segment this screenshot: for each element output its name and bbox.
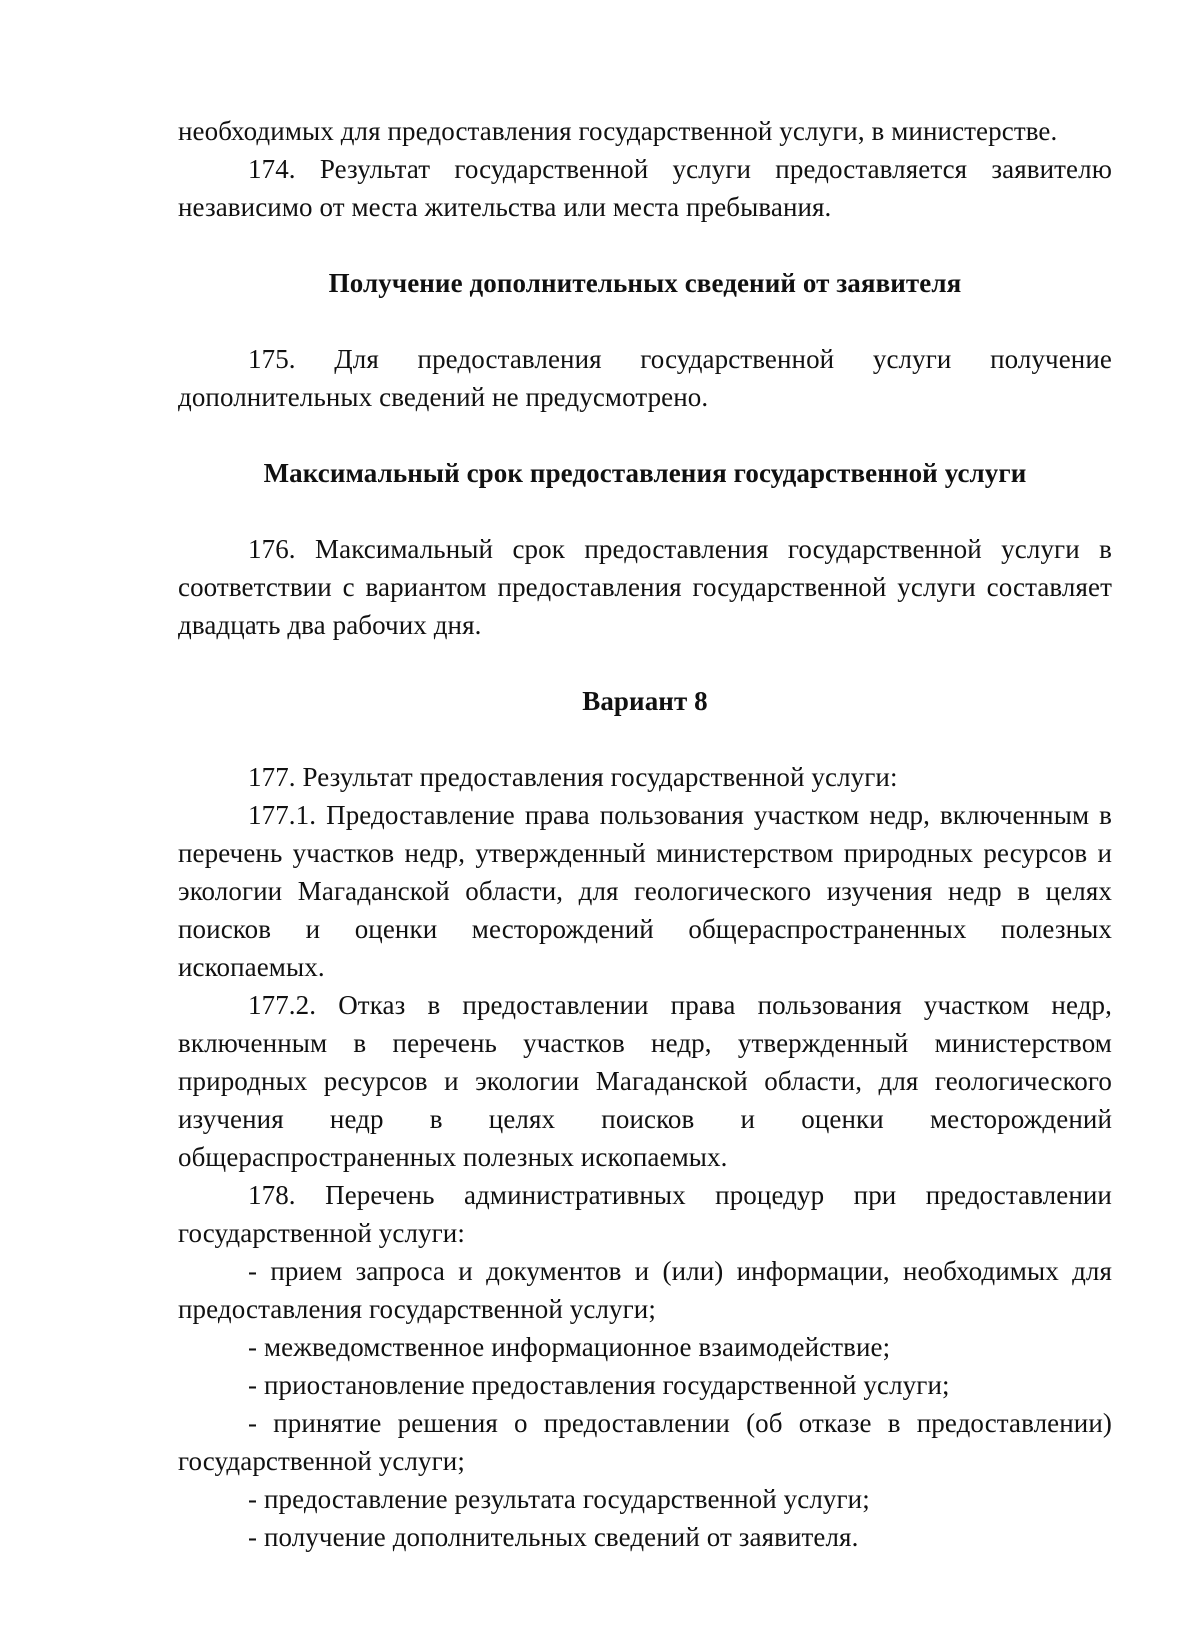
document-body xyxy=(178,112,1112,1556)
list-item-procedure-2: - межведомственное информационное взаимодействие; xyxy=(248,1332,891,1362)
paragraph-177: 177. Результат предоставления государственной услуги: xyxy=(248,762,898,792)
paragraph-178: 178. Перечень административных процедур при предоставлении государственной услуги: xyxy=(178,1180,1112,1248)
heading-max-term: Максимальный срок предоставления государственной услуги xyxy=(263,458,1027,488)
paragraph-176: 176. Максимальный срок предоставления государственной услуги в соответствии с вариантом предоставления государственной услуги составляет двадцать два рабочих дня. xyxy=(178,534,1112,640)
paragraph-177-1: 177.1. Предоставление права пользования участком недр, включенным в перечень участков недр, утвержденный министерством природных ресурсов и экологии Магаданской области, для геологического изучения недр в целях поисков и оценки месторождений общераспространенных полезных ископаемых. xyxy=(178,800,1112,982)
heading-additional-info: Получение дополнительных сведений от заявителя xyxy=(328,268,962,298)
list-item-procedure-5: - предоставление результата государственной услуги; xyxy=(248,1484,870,1514)
paragraph-175: 175. Для предоставления государственной услуги получение дополнительных сведений не предусмотрено. xyxy=(178,344,1112,412)
paragraph-177-2: 177.2. Отказ в предоставлении права пользования участком недр, включенным в перечень участков недр, утвержденный министерством природных ресурсов и экологии Магаданской области, для геологического изучения недр в целях поисков и оценки месторождений общераспространенных полезных ископаемых. xyxy=(178,990,1112,1172)
list-item-procedure-3: - приостановление предоставления государственной услуги; xyxy=(248,1370,950,1400)
list-item-procedure-4: - принятие решения о предоставлении (об отказе в предоставлении) государственной услуги; xyxy=(178,1408,1112,1476)
paragraph-continuation: необходимых для предоставления государственной услуги, в министерстве. xyxy=(178,116,1058,146)
list-item-procedure-6: - получение дополнительных сведений от заявителя. xyxy=(248,1522,859,1552)
paragraph-174: 174. Результат государственной услуги предоставляется заявителю независимо от места жительства или места пребывания. xyxy=(178,154,1112,222)
heading-variant-8: Вариант 8 xyxy=(582,686,708,716)
list-item-procedure-1: - прием запроса и документов и (или) информации, необходимых для предоставления государственной услуги; xyxy=(178,1256,1112,1324)
